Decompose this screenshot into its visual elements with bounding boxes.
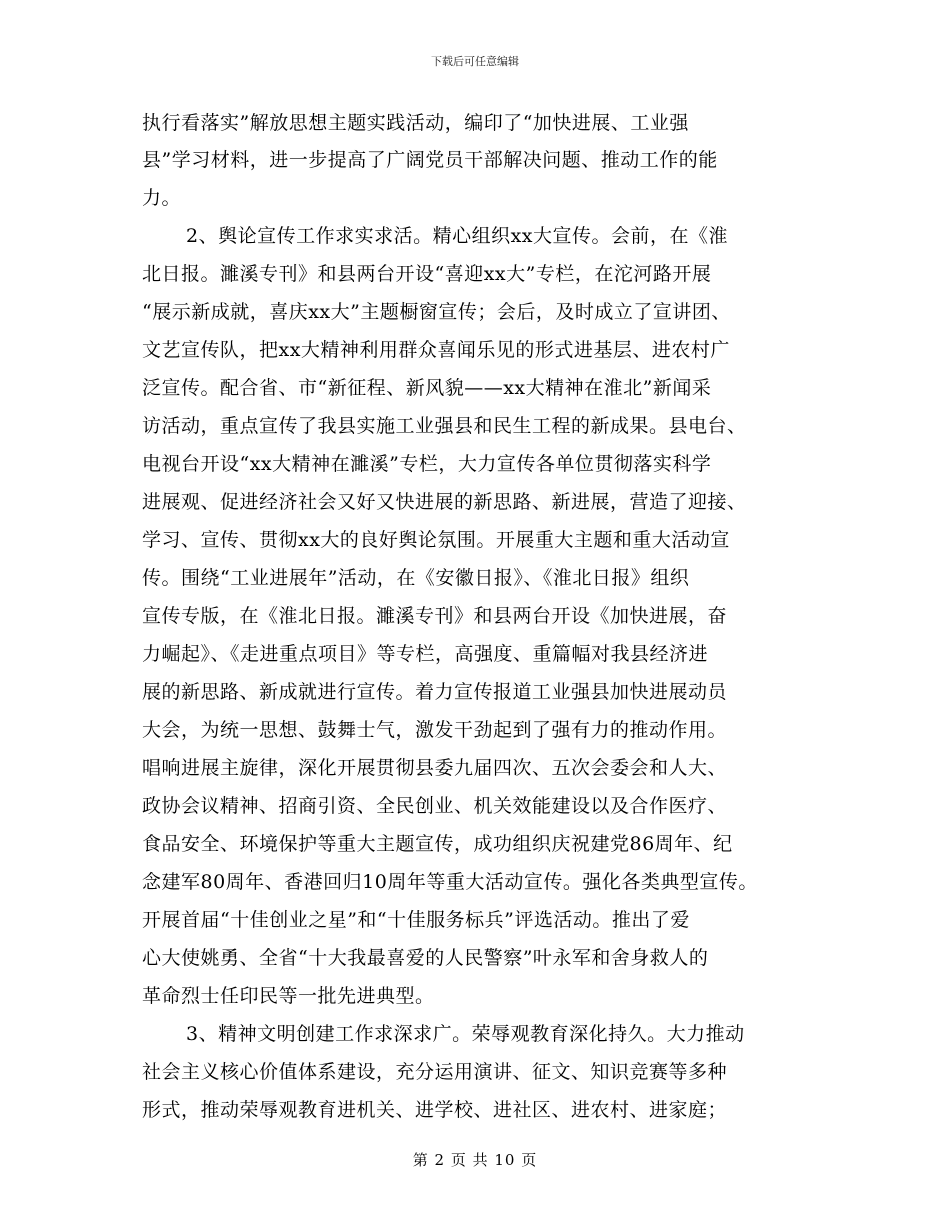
text-line: 大会，为统一思想、鼓舞士气，激发干劲起到了强有力的推动作用。 — [142, 719, 728, 741]
text-line: 访活动，重点宣传了我县实施工业强县和民生工程的新成果。县电台、 — [142, 415, 747, 437]
text-line: 2、舆论宣传工作求实求活。精心组织xx大宣传。会前，在《淮 — [186, 225, 729, 247]
text-line: 念建军80周年、香港回归10周年等重大活动宣传。强化各类典型宣传。 — [142, 871, 758, 893]
text-line: 北日报。濉溪专刊》和县两台开设“喜迎xx大”专栏，在沱河路开展 — [142, 263, 712, 285]
text-line: 传。围绕“工业进展年”活动，在《安徽日报》、《淮北日报》组织 — [142, 567, 690, 589]
page-header-note: 下载后可任意编辑 — [431, 55, 519, 68]
text-line: 政协会议精神、招商引资、全民创业、机关效能建设以及合作医疗、 — [142, 795, 728, 817]
text-line: 唱响进展主旋律，深化开展贯彻县委九届四次、五次会委会和人大、 — [142, 757, 728, 779]
text-line: 开展首届“十佳创业之星”和“十佳服务标兵”评选活动。推出了爱 — [142, 909, 690, 931]
text-line: 社会主义核心价值体系建设，充分运用演讲、征文、知识竞赛等多种 — [142, 1061, 728, 1083]
text-line: 县”学习材料，进一步提高了广阔党员干部解决问题、推动工作的能 — [142, 149, 718, 171]
text-line: 力。 — [142, 187, 182, 209]
text-line: 泛宣传。配合省、市“新征程、新风貌——xx大精神在淮北”新闻采 — [142, 377, 712, 399]
text-line: 学习、宣传、贯彻xx大的良好舆论氛围。开展重大主题和重大活动宣 — [142, 529, 730, 551]
text-line: 食品安全、环境保护等重大主题宣传，成功组织庆祝建党86周年、纪 — [142, 833, 733, 855]
text-line: 电视台开设“xx大精神在濉溪”专栏，大力宣传各单位贯彻落实科学 — [142, 453, 712, 475]
page-number-footer: 第 2 页 共 10 页 — [412, 1151, 538, 1169]
text-line: 执行看落实”解放思想主题实践活动，编印了“加快进展、工业强 — [142, 112, 689, 134]
text-line: 心大使姚勇、全省“十大我最喜爱的人民警察”叶永军和舍身救人的 — [142, 947, 709, 969]
text-line: 文艺宣传队，把xx大精神利用群众喜闻乐见的形式进基层、进农村广 — [142, 339, 730, 361]
text-line: 革命烈士任印民等一批先进典型。 — [142, 985, 435, 1007]
text-line: “展示新成就，喜庆xx大”主题橱窗宣传；会后，及时成立了宣讲团、 — [142, 301, 731, 323]
text-line: 进展观、促进经济社会又好又快进展的新思路、新进展，营造了迎接、 — [142, 491, 747, 513]
text-line: 形式，推动荣辱观教育进机关、进学校、进社区、进农村、进家庭； — [142, 1099, 728, 1121]
text-line: 宣传专版，在《淮北日报。濉溪专刊》和县两台开设《加快进展，奋 — [142, 605, 728, 627]
text-line: 力崛起》、《走进重点项目》等专栏，高强度、重篇幅对我县经济进 — [142, 643, 709, 665]
text-line: 3、精神文明创建工作求深求广。荣辱观教育深化持久。大力推动 — [186, 1023, 745, 1045]
text-line: 展的新思路、新成就进行宣传。着力宣传报道工业强县加快进展动员 — [142, 681, 728, 703]
